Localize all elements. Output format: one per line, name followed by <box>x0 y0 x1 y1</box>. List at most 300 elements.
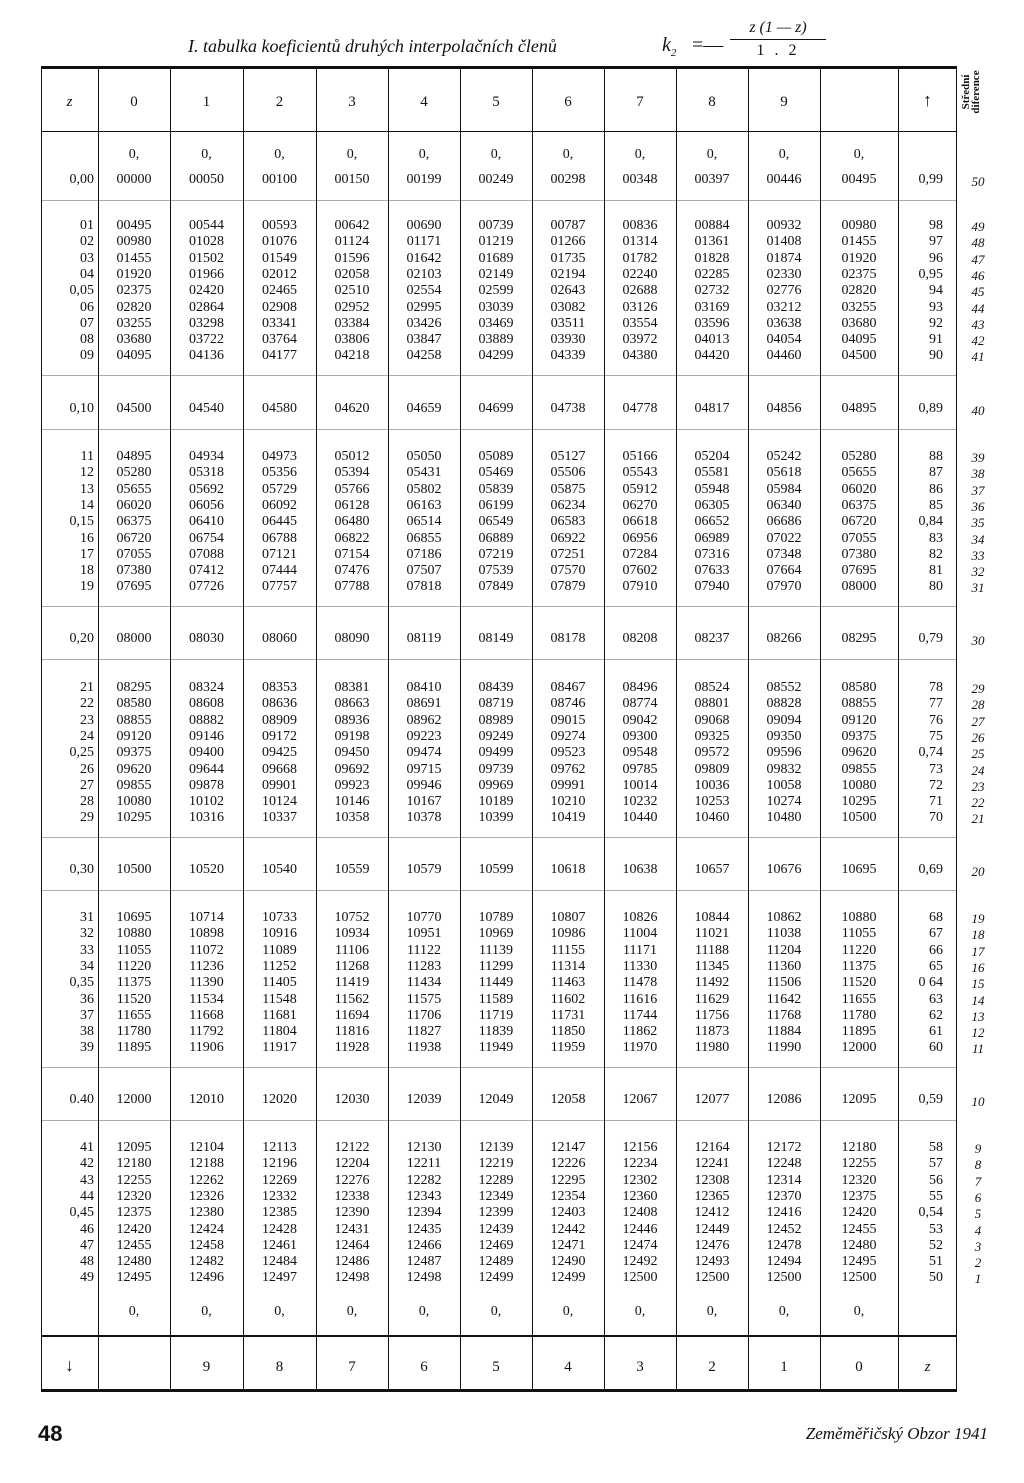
table-cell: 04258 <box>406 348 442 364</box>
table-cell: 10789 <box>478 910 514 925</box>
table-cell: 05618 <box>766 465 802 481</box>
table-cell: 00884 <box>694 218 730 233</box>
row-complement: 66 <box>929 942 943 958</box>
row-complement: 94 <box>929 283 943 299</box>
row-complement: 87 <box>929 465 943 481</box>
row-z: 47 <box>80 1237 94 1253</box>
table-cell: 12408 <box>622 1205 658 1221</box>
table-cell: 10378 <box>406 810 442 826</box>
table-cell: 11562 <box>334 991 370 1007</box>
table-cell: 06163 <box>406 497 442 513</box>
table-cell: 05394 <box>334 465 370 481</box>
table-cell: 01028 <box>189 234 224 250</box>
mean-difference: 37 <box>971 482 985 498</box>
mean-difference: 46 <box>971 267 985 283</box>
table-cell: 01076 <box>262 234 297 250</box>
table-cell: 09946 <box>406 777 442 793</box>
table-cell: 10676 <box>766 862 802 877</box>
table-cell: 11780 <box>116 1024 152 1040</box>
table-cell: 06234 <box>550 497 586 513</box>
table-cell: 01408 <box>766 234 802 250</box>
table-cell: 11668 <box>189 1007 224 1023</box>
table-cell: 10189 <box>478 794 514 810</box>
table-cell: 03596 <box>694 315 730 331</box>
table-cell: 11220 <box>841 942 877 958</box>
table-cell: 08828 <box>766 696 802 712</box>
table-cell: 12435 <box>406 1221 442 1237</box>
bottom-header-column: 5 <box>492 1359 500 1375</box>
table-cell: 02285 <box>694 266 730 282</box>
row-z: 0,35 <box>69 975 94 991</box>
table-cell: 12241 <box>694 1156 730 1172</box>
mean-difference: 27 <box>971 713 985 729</box>
table-cell: 09668 <box>262 761 297 777</box>
table-cell: 12474 <box>622 1237 658 1253</box>
table-cell: 12375 <box>841 1188 877 1204</box>
row-z: 06 <box>80 299 94 315</box>
table-cell: 12490 <box>550 1254 586 1270</box>
table-cell: 05204 <box>694 449 730 464</box>
table-cell: 12302 <box>622 1172 658 1188</box>
table-cell: 12482 <box>189 1254 224 1270</box>
table-cell: 06375 <box>116 514 152 530</box>
bottom-header-column: 9 <box>202 1359 211 1375</box>
table-cell: 11072 <box>189 942 224 958</box>
table-cell: 02820 <box>116 299 152 315</box>
table-cell: 06754 <box>189 530 224 546</box>
table-cell: 11220 <box>116 958 152 974</box>
table-cell: 06855 <box>406 530 442 546</box>
table-cell: 10986 <box>550 926 586 942</box>
table-cell: 10520 <box>189 862 224 877</box>
table-cell: 06020 <box>841 481 877 497</box>
table-cell: 12375 <box>116 1205 152 1221</box>
table-cell: 11520 <box>116 991 152 1007</box>
table-cell: 07186 <box>406 546 442 562</box>
table-cell: 11345 <box>694 958 730 974</box>
row-complement: 60 <box>929 1040 943 1056</box>
table-cell: 10752 <box>334 910 370 925</box>
table-cell: 04895 <box>841 401 877 416</box>
table-cell: 06652 <box>694 514 730 530</box>
table-cell: 03638 <box>766 315 802 331</box>
mean-difference: 29 <box>971 681 985 696</box>
table-cell: 08962 <box>406 712 442 728</box>
row-complement: 0,79 <box>918 631 943 646</box>
table-cell: 10916 <box>262 926 297 942</box>
table-cell: 07251 <box>550 546 586 562</box>
table-cell: 12086 <box>766 1092 802 1107</box>
table-cell: 12478 <box>766 1237 802 1253</box>
table-cell: 12204 <box>334 1156 370 1172</box>
table-cell: 12276 <box>334 1172 370 1188</box>
table-cell: 12039 <box>406 1092 442 1107</box>
table-cell: 10559 <box>334 862 370 877</box>
table-cell: 06305 <box>694 497 730 513</box>
table-cell: 05912 <box>622 481 658 497</box>
table-cell: 07940 <box>694 579 730 595</box>
table-cell: 12492 <box>622 1254 658 1270</box>
table-cell: 11862 <box>622 1024 658 1040</box>
table-cell: 07380 <box>841 546 877 562</box>
table-cell: 11534 <box>189 991 224 1007</box>
block-separator <box>41 606 957 607</box>
mean-difference: 13 <box>971 1008 985 1024</box>
table-cell: 10599 <box>478 862 514 877</box>
table-cell: 12493 <box>694 1254 730 1270</box>
header-column: 3 <box>348 94 356 110</box>
table-cell: 09042 <box>622 712 658 728</box>
mean-difference: 11 <box>971 1041 985 1057</box>
header-column: 1 <box>202 94 211 110</box>
difference-header <box>955 56 987 128</box>
table-cell: 04177 <box>262 348 297 364</box>
table-cell: 11375 <box>841 958 877 974</box>
header-column: 2 <box>275 94 284 110</box>
mean-difference: 23 <box>971 778 985 794</box>
row-z: 42 <box>80 1156 94 1172</box>
row-z: 14 <box>80 497 94 513</box>
table-cell: 09715 <box>406 761 442 777</box>
mean-difference: 1 <box>974 1271 982 1287</box>
row-complement: 88 <box>929 449 943 464</box>
prefix-cell: 0, <box>562 147 574 162</box>
table-cell: 00932 <box>766 218 802 233</box>
table-cell: 02194 <box>550 266 586 282</box>
mean-difference: 16 <box>971 959 985 975</box>
table-cell: 02688 <box>622 283 658 299</box>
table-cell: 00495 <box>116 218 152 233</box>
mean-difference: 33 <box>971 547 985 563</box>
table-cell: 10969 <box>478 926 514 942</box>
table-cell: 12420 <box>116 1221 152 1237</box>
table-cell: 00050 <box>189 172 224 187</box>
table-cell: 12500 <box>841 1270 877 1286</box>
table-cell: 08580 <box>116 696 152 712</box>
bottom-header-column: 6 <box>420 1359 428 1375</box>
table-cell: 11434 <box>406 975 442 991</box>
table-cell: 08410 <box>406 680 442 695</box>
table-cell: 12295 <box>550 1172 586 1188</box>
table-cell: 10770 <box>406 910 442 925</box>
table-cell: 12403 <box>550 1205 586 1221</box>
table-cell: 11268 <box>334 958 370 974</box>
table-cell: 03298 <box>189 315 224 331</box>
table-cell: 03255 <box>841 299 877 315</box>
table-cell: 09375 <box>116 745 152 761</box>
table-cell: 12442 <box>550 1221 586 1237</box>
block-separator <box>41 1067 957 1068</box>
table-cell: 08855 <box>841 696 877 712</box>
table-cell: 10898 <box>189 926 224 942</box>
table-cell: 11980 <box>694 1040 730 1056</box>
row-z: 18 <box>80 563 94 579</box>
table-cell: 04659 <box>406 401 442 416</box>
row-complement: 55 <box>929 1188 943 1204</box>
k-symbol <box>662 34 676 59</box>
table-cell: 12104 <box>189 1140 224 1155</box>
table-cell: 07476 <box>334 563 370 579</box>
table-cell: 12067 <box>622 1092 658 1107</box>
mean-difference: 15 <box>971 976 985 992</box>
table-cell: 09855 <box>116 777 152 793</box>
table-cell: 06514 <box>406 514 442 530</box>
row-complement: 71 <box>929 794 943 810</box>
formula-numerator: z (1 — z) <box>730 18 826 40</box>
table-cell: 08295 <box>116 680 152 695</box>
table-cell: 12219 <box>478 1156 514 1172</box>
table-cell: 08746 <box>550 696 586 712</box>
table-cell: 07602 <box>622 563 658 579</box>
suffix-cell: 0, <box>490 1304 502 1319</box>
table-cell: 12431 <box>334 1221 370 1237</box>
table-cell: 09300 <box>622 728 658 744</box>
table-cell: 03680 <box>116 332 152 348</box>
table-cell: 10124 <box>262 794 297 810</box>
table-cell: 12255 <box>116 1172 152 1188</box>
table-cell: 10951 <box>406 926 442 942</box>
table-cell: 04895 <box>116 449 152 464</box>
table-cell: 06340 <box>766 497 802 513</box>
table-cell: 11895 <box>841 1024 877 1040</box>
row-complement: 92 <box>929 315 943 331</box>
table-cell: 11681 <box>262 1007 297 1023</box>
mean-difference: 28 <box>971 697 985 713</box>
down-arrow: ↓ <box>65 1355 74 1375</box>
table-cell: 03847 <box>406 332 442 348</box>
table-cell: 08000 <box>841 579 877 595</box>
mean-difference: 17 <box>971 943 985 959</box>
table-cell: 10232 <box>622 794 658 810</box>
table-cell: 02599 <box>478 283 514 299</box>
table-cell: 04934 <box>189 449 224 464</box>
table-cell: 10316 <box>189 810 224 826</box>
table-cell: 12077 <box>694 1092 730 1107</box>
table-cell: 01266 <box>550 234 586 250</box>
table-cell: 10358 <box>334 810 370 826</box>
table-cell: 07633 <box>694 563 730 579</box>
row-complement: 62 <box>929 1007 943 1023</box>
table-cell: 04380 <box>622 348 658 364</box>
table-cell: 08496 <box>622 680 658 695</box>
table-cell: 09620 <box>116 761 152 777</box>
table-cell: 12496 <box>189 1270 224 1286</box>
table-cell: 03126 <box>622 299 658 315</box>
table-cell: 12172 <box>766 1140 802 1155</box>
table-cell: 09172 <box>262 728 297 744</box>
table-cell: 11283 <box>406 958 442 974</box>
page-number: 48 <box>38 1421 63 1446</box>
mean-difference: 25 <box>971 746 985 762</box>
table-cell: 12461 <box>262 1237 297 1253</box>
header-z: z <box>66 94 73 110</box>
table-cell: 12289 <box>478 1172 514 1188</box>
table-cell: 12498 <box>406 1270 442 1286</box>
table-cell: 09832 <box>766 761 802 777</box>
table-cell: 11756 <box>694 1007 730 1023</box>
row-complement: 0,54 <box>918 1205 943 1221</box>
table-cell: 11906 <box>189 1040 224 1056</box>
table-cell: 12365 <box>694 1188 730 1204</box>
table-cell: 00739 <box>478 218 514 233</box>
table-cell: 09923 <box>334 777 370 793</box>
table-cell: 12020 <box>262 1092 297 1107</box>
table-cell: 10274 <box>766 794 802 810</box>
prefix-cell: 0, <box>274 147 285 162</box>
mean-difference: 3 <box>974 1238 982 1254</box>
table-cell: 05356 <box>262 465 297 481</box>
table-cell: 04054 <box>766 332 802 348</box>
table-cell: 11629 <box>694 991 730 1007</box>
table-cell: 05431 <box>406 465 442 481</box>
table-cell: 08237 <box>694 631 730 646</box>
table-cell: 11122 <box>407 942 441 958</box>
table-cell: 09620 <box>841 745 877 761</box>
table-cell: 12343 <box>406 1188 442 1204</box>
table-cell: 12326 <box>189 1188 224 1204</box>
table-cell: 08324 <box>189 680 224 695</box>
table-cell: 10167 <box>406 794 442 810</box>
table-cell: 12480 <box>841 1237 877 1253</box>
row-divider <box>41 1335 957 1337</box>
table-cell: 02643 <box>550 283 586 299</box>
table-cell: 05469 <box>478 465 514 481</box>
table-cell: 07121 <box>262 546 297 562</box>
suffix-cell: 0, <box>201 1304 212 1319</box>
table-cell: 09425 <box>262 745 297 761</box>
row-complement: 0,89 <box>918 401 943 416</box>
table-cell: 10695 <box>116 910 152 925</box>
table-cell: 02776 <box>766 283 802 299</box>
row-z: 41 <box>80 1140 94 1155</box>
table-cell: 04460 <box>766 348 802 364</box>
table-cell: 11616 <box>622 991 658 1007</box>
table-cell: 02952 <box>334 299 370 315</box>
table-cell: 08000 <box>116 631 152 646</box>
table-cell: 12308 <box>694 1172 730 1188</box>
table-cell: 04856 <box>766 401 802 416</box>
row-z: 08 <box>80 332 94 348</box>
mean-difference: 50 <box>971 174 985 189</box>
table-cell: 09969 <box>478 777 514 793</box>
table-cell: 06720 <box>116 530 152 546</box>
table-cell: 11449 <box>478 975 514 991</box>
table-cell: 11642 <box>766 991 802 1007</box>
table-cell: 12449 <box>694 1221 730 1237</box>
table-cell: 09094 <box>766 712 802 728</box>
table-cell: 05089 <box>478 449 514 464</box>
table-cell: 01642 <box>406 250 442 266</box>
table-cell: 04620 <box>334 401 370 416</box>
mean-difference: 36 <box>971 498 985 514</box>
suffix-cell: 0, <box>853 1304 865 1319</box>
table-cell: 12469 <box>478 1237 514 1253</box>
table-cell: 10210 <box>550 794 586 810</box>
table-cell: 10058 <box>766 777 802 793</box>
table-cell: 02330 <box>766 266 802 282</box>
table-cell: 07879 <box>550 579 586 595</box>
table-cell: 09523 <box>550 745 586 761</box>
suffix-cell: 0, <box>562 1304 574 1319</box>
row-complement: 0,74 <box>918 745 943 761</box>
table-cell: 08552 <box>766 680 802 695</box>
table-cell: 11744 <box>622 1007 658 1023</box>
mean-difference: 44 <box>971 300 985 316</box>
table-cell: 06549 <box>478 514 514 530</box>
table-cell: 03469 <box>478 315 514 331</box>
mean-difference: 48 <box>971 235 985 251</box>
table-cell: 11520 <box>841 975 877 991</box>
table-cell: 10657 <box>694 862 730 877</box>
table-cell: 03511 <box>550 315 586 331</box>
table-cell: 12500 <box>694 1270 730 1286</box>
table-cell: 02240 <box>622 266 658 282</box>
table-cell: 12455 <box>116 1237 152 1253</box>
table-cell: 03764 <box>262 332 297 348</box>
row-z: 0,30 <box>69 862 94 877</box>
block-separator <box>41 837 957 838</box>
table-cell: 07788 <box>334 579 370 595</box>
table-cell: 01782 <box>622 250 658 266</box>
prefix-cell: 0, <box>128 147 140 162</box>
table-cell: 00980 <box>841 218 877 233</box>
row-z: 02 <box>80 234 94 250</box>
table-cell: 02864 <box>189 299 224 315</box>
block-separator <box>41 375 957 376</box>
table-cell: 02820 <box>841 283 877 299</box>
table-cell: 00446 <box>766 172 802 187</box>
mean-difference: 10 <box>971 1094 985 1109</box>
table-cell: 11204 <box>766 942 802 958</box>
row-z: 16 <box>80 530 94 546</box>
table-cell: 10080 <box>841 777 877 793</box>
table-cell: 10844 <box>694 910 730 925</box>
table-cell: 05766 <box>334 481 370 497</box>
table-cell: 12000 <box>841 1040 877 1056</box>
table-cell: 09249 <box>478 728 514 744</box>
table-cell: 06375 <box>841 497 877 513</box>
table-cell: 11390 <box>189 975 224 991</box>
table-cell: 10080 <box>116 794 152 810</box>
table-cell: 02375 <box>841 266 877 282</box>
table-cell: 08855 <box>116 712 152 728</box>
table-cell: 11655 <box>841 991 877 1007</box>
up-arrow: ↑ <box>923 90 932 110</box>
table-cell: 11021 <box>694 926 730 942</box>
table-cell: 07412 <box>189 563 224 579</box>
mean-difference: 38 <box>971 466 985 482</box>
table-cell: 06618 <box>622 514 658 530</box>
table-cell: 10618 <box>550 862 586 877</box>
table-cell: 04738 <box>550 401 586 416</box>
table-cell: 12010 <box>189 1092 224 1107</box>
table-cell: 12248 <box>766 1156 802 1172</box>
table-cell: 11055 <box>841 926 877 942</box>
table-cell: 11375 <box>116 975 152 991</box>
table-cell: 07380 <box>116 563 152 579</box>
table-cell: 11804 <box>262 1024 297 1040</box>
table-cell: 12255 <box>841 1156 877 1172</box>
table-cell: 04500 <box>116 401 152 416</box>
row-z: 0.40 <box>69 1092 94 1107</box>
row-z: 11 <box>80 449 94 464</box>
row-z: 09 <box>80 348 94 364</box>
suffix-cell: 0, <box>634 1304 646 1319</box>
table-cell: 08936 <box>334 712 370 728</box>
table-cell: 04778 <box>622 401 658 416</box>
table-cell: 03082 <box>550 299 586 315</box>
row-complement: 93 <box>929 299 943 315</box>
